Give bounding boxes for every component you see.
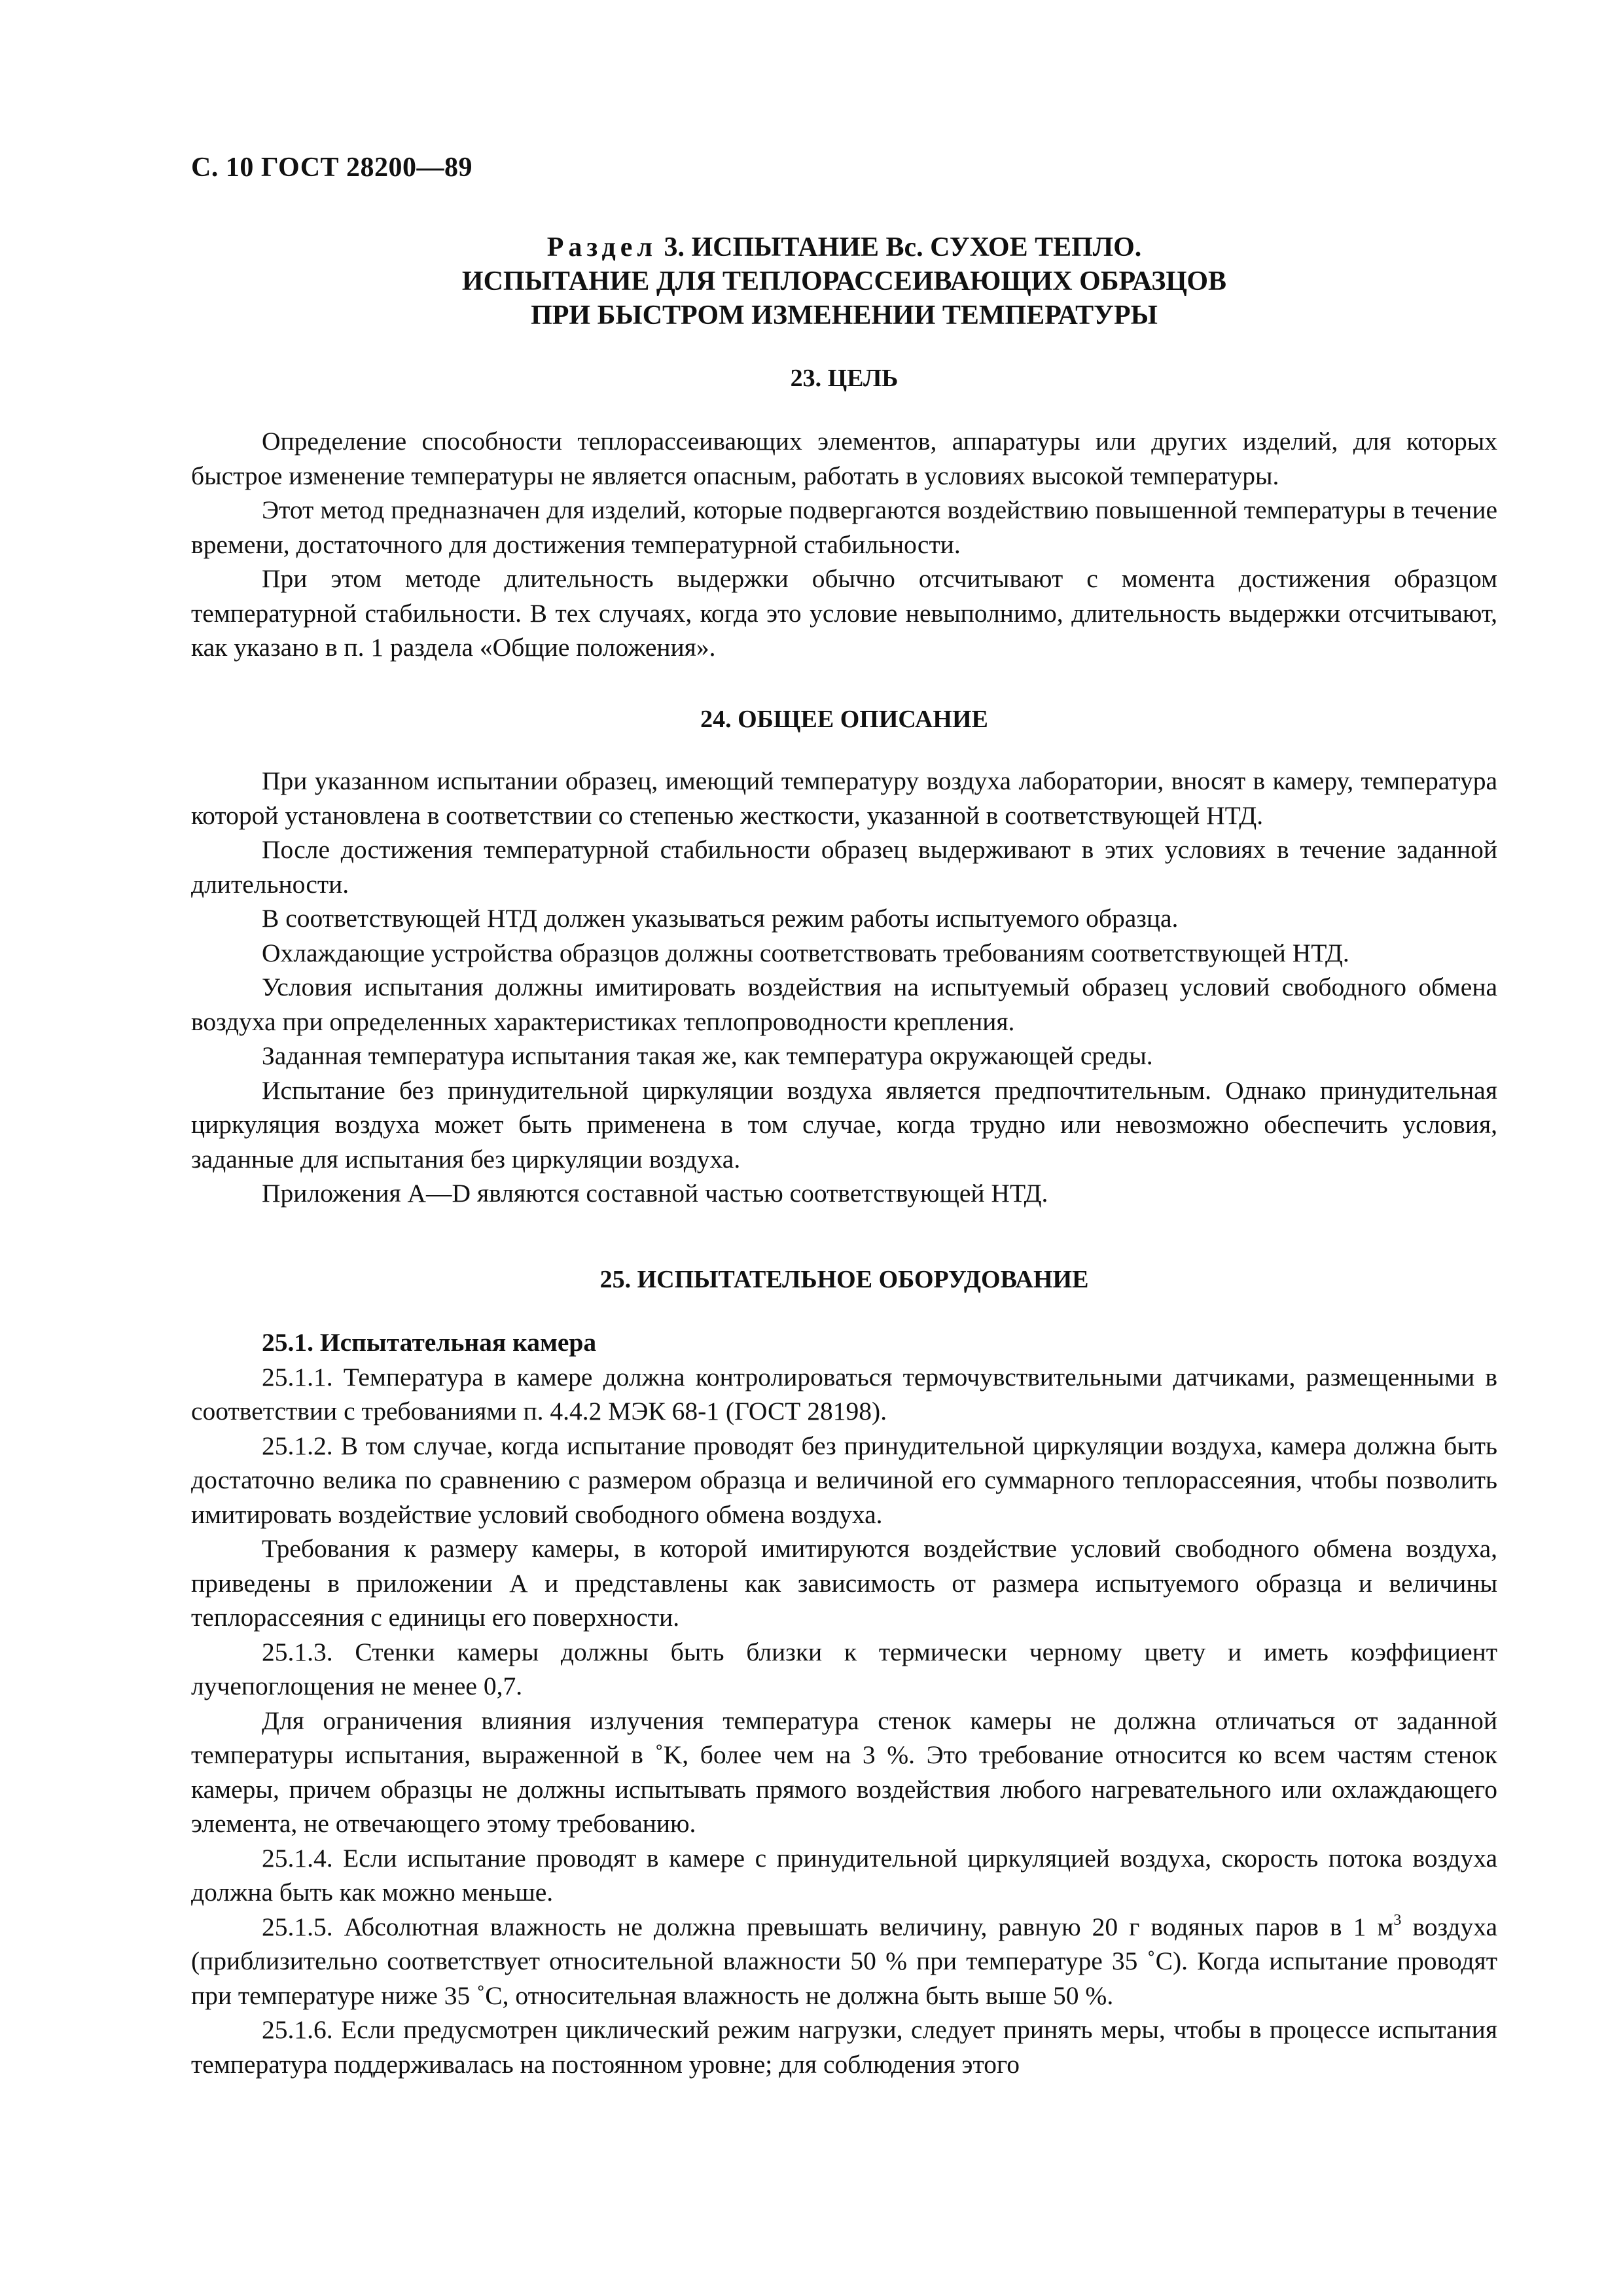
paragraph: Определение способности теплорассеивающих элементов, аппаратуры или других изделий, для которых быстрое изменение температуры не является опасным, работать в условиях высокой температуры. bbox=[191, 427, 1497, 490]
paragraph: При указанном испытании образец, имеющий температуру воздуха лаборатории, вносят в камеру, температура которой установлена в соответствии со степенью жесткости, указанной в соответствующей НТД. bbox=[191, 766, 1497, 830]
paragraph: 25.1.3. Стенки камеры должны быть близки к термически черному цвету и иметь коэффициент лучепоглощения не менее 0,7. bbox=[191, 1637, 1497, 1700]
paragraph: 25.1.1. Температура в камере должна контролироваться термочувствительными датчиками, размещенными в соответствии с требованиями п. 4.4.2 МЭК 68-1 (ГОСТ 28198). bbox=[191, 1362, 1497, 1426]
paragraph: В соответствующей НТД должен указываться режим работы испытуемого образца. bbox=[262, 904, 1179, 933]
section-title bbox=[191, 230, 1497, 332]
paragraph: Приложения А—D являются составной частью соответствующей НТД. bbox=[262, 1179, 1048, 1208]
subheading-25-1 bbox=[191, 1325, 1497, 1360]
paragraph: При этом методе длительность выдержки обычно отсчитывают с момента достижения образцом температурной стабильности. В тех случаях, когда это условие невыполнимо, длительность выдержки отсчитывают, как указано в п. 1 раздела «Общие положения». bbox=[191, 564, 1497, 662]
section-title-line3: ПРИ БЫСТРОМ ИЗМЕНЕНИИ ТЕМПЕРАТУРЫ bbox=[531, 300, 1158, 331]
heading-25: 25. ИСПЫТАТЕЛЬНОЕ ОБОРУДОВАНИЕ bbox=[599, 1266, 1089, 1293]
heading-23: 23. ЦЕЛЬ bbox=[790, 365, 899, 392]
paragraph bbox=[191, 1910, 1497, 2013]
paragraph: 25.1.4. Если испытание проводят в камере с принудительной циркуляцией воздуха, скорость потока воздуха должна быть как можно меньше. bbox=[191, 1843, 1497, 1907]
heading-24: 24. ОБЩЕЕ ОПИСАНИЕ bbox=[700, 706, 988, 733]
section-number-title: 3. ИСПЫТАНИЕ Вс. СУХОЕ ТЕПЛО. bbox=[656, 232, 1142, 262]
section-title-line2: ИСПЫТАНИЕ ДЛЯ ТЕПЛОРАССЕИВАЮЩИХ ОБРАЗЦОВ bbox=[461, 266, 1227, 296]
section-prefix: Раздел bbox=[546, 232, 657, 262]
section-24-body bbox=[191, 764, 1497, 1211]
paragraph-part: воздуха (приблизительно соответствует относительной влажности 50 % при температуре 35 ˚С). Когда испытание проводят при температуре ниже 35 ˚С, относительная влажность не должна быть выше 50 %. bbox=[191, 1912, 1497, 2010]
section-title-line1 bbox=[191, 230, 1497, 264]
paragraph: 25.1.6. Если предусмотрен циклический режим нагрузки, следует принять меры, чтобы в процессе испытания температура поддерживалась на постоянном уровне; для соблюдения этого bbox=[191, 2015, 1497, 2079]
paragraph: Испытание без принудительной циркуляции воздуха является предпочтительным. Однако принудительная циркуляция воздуха может быть применена в том случае, когда трудно или невозможно обеспечить условия, заданные для испытания без циркуляции воздуха. bbox=[191, 1075, 1497, 1174]
paragraph: Заданная температура испытания такая же, как температура окружающей среды. bbox=[262, 1041, 1153, 1070]
superscript: 3 bbox=[1393, 1911, 1402, 1929]
page-header: С. 10 ГОСТ 28200—89 bbox=[191, 152, 473, 183]
paragraph: После достижения температурной стабильности образец выдерживают в этих условиях в течение заданной длительности. bbox=[191, 835, 1497, 899]
subheading-text: 25.1. Испытательная камера bbox=[262, 1328, 597, 1357]
section-25-body bbox=[191, 1325, 1497, 2081]
paragraph: Требования к размеру камеры, в которой имитируются воздействие условий свободного обмена воздуха, приведены в приложении А и представлены как зависимость от размера испытуемого образца и величины теплорассеяния с единицы его поверхности. bbox=[191, 1534, 1497, 1632]
paragraph: Этот метод предназначен для изделий, которые подвергаются воздействию повышенной температуры в течение времени, достаточного для достижения температурной стабильности. bbox=[191, 495, 1497, 559]
paragraph: Для ограничения влияния излучения температура стенок камеры не должна отличаться от заданной температуры испытания, выраженной в ˚K, более чем на 3 %. Это требование относится ко всем частям стенок камеры, причем образцы не должны испытывать прямого воздействия любого нагревательного или охлаждающего элемента, не отвечающего этому требованию. bbox=[191, 1706, 1497, 1838]
section-23-body bbox=[191, 424, 1497, 665]
paragraph: Охлаждающие устройства образцов должны соответствовать требованиям соответствующей НТД. bbox=[262, 938, 1349, 967]
paragraph-part: 25.1.5. Абсолютная влажность не должна превышать величину, равную 20 г водяных паров в 1 м bbox=[262, 1912, 1394, 1941]
paragraph: Условия испытания должны имитировать воздействия на испытуемый образец условий свободного обмена воздуха при определенных характеристиках теплопроводности крепления. bbox=[191, 973, 1497, 1036]
paragraph: 25.1.2. В том случае, когда испытание проводят без принудительной циркуляции воздуха, камера должна быть достаточно велика по сравнению с размером образца и величиной его суммарного теплорассеяния, чтобы позволить имитировать воздействие условий свободного обмена воздуха. bbox=[191, 1431, 1497, 1529]
